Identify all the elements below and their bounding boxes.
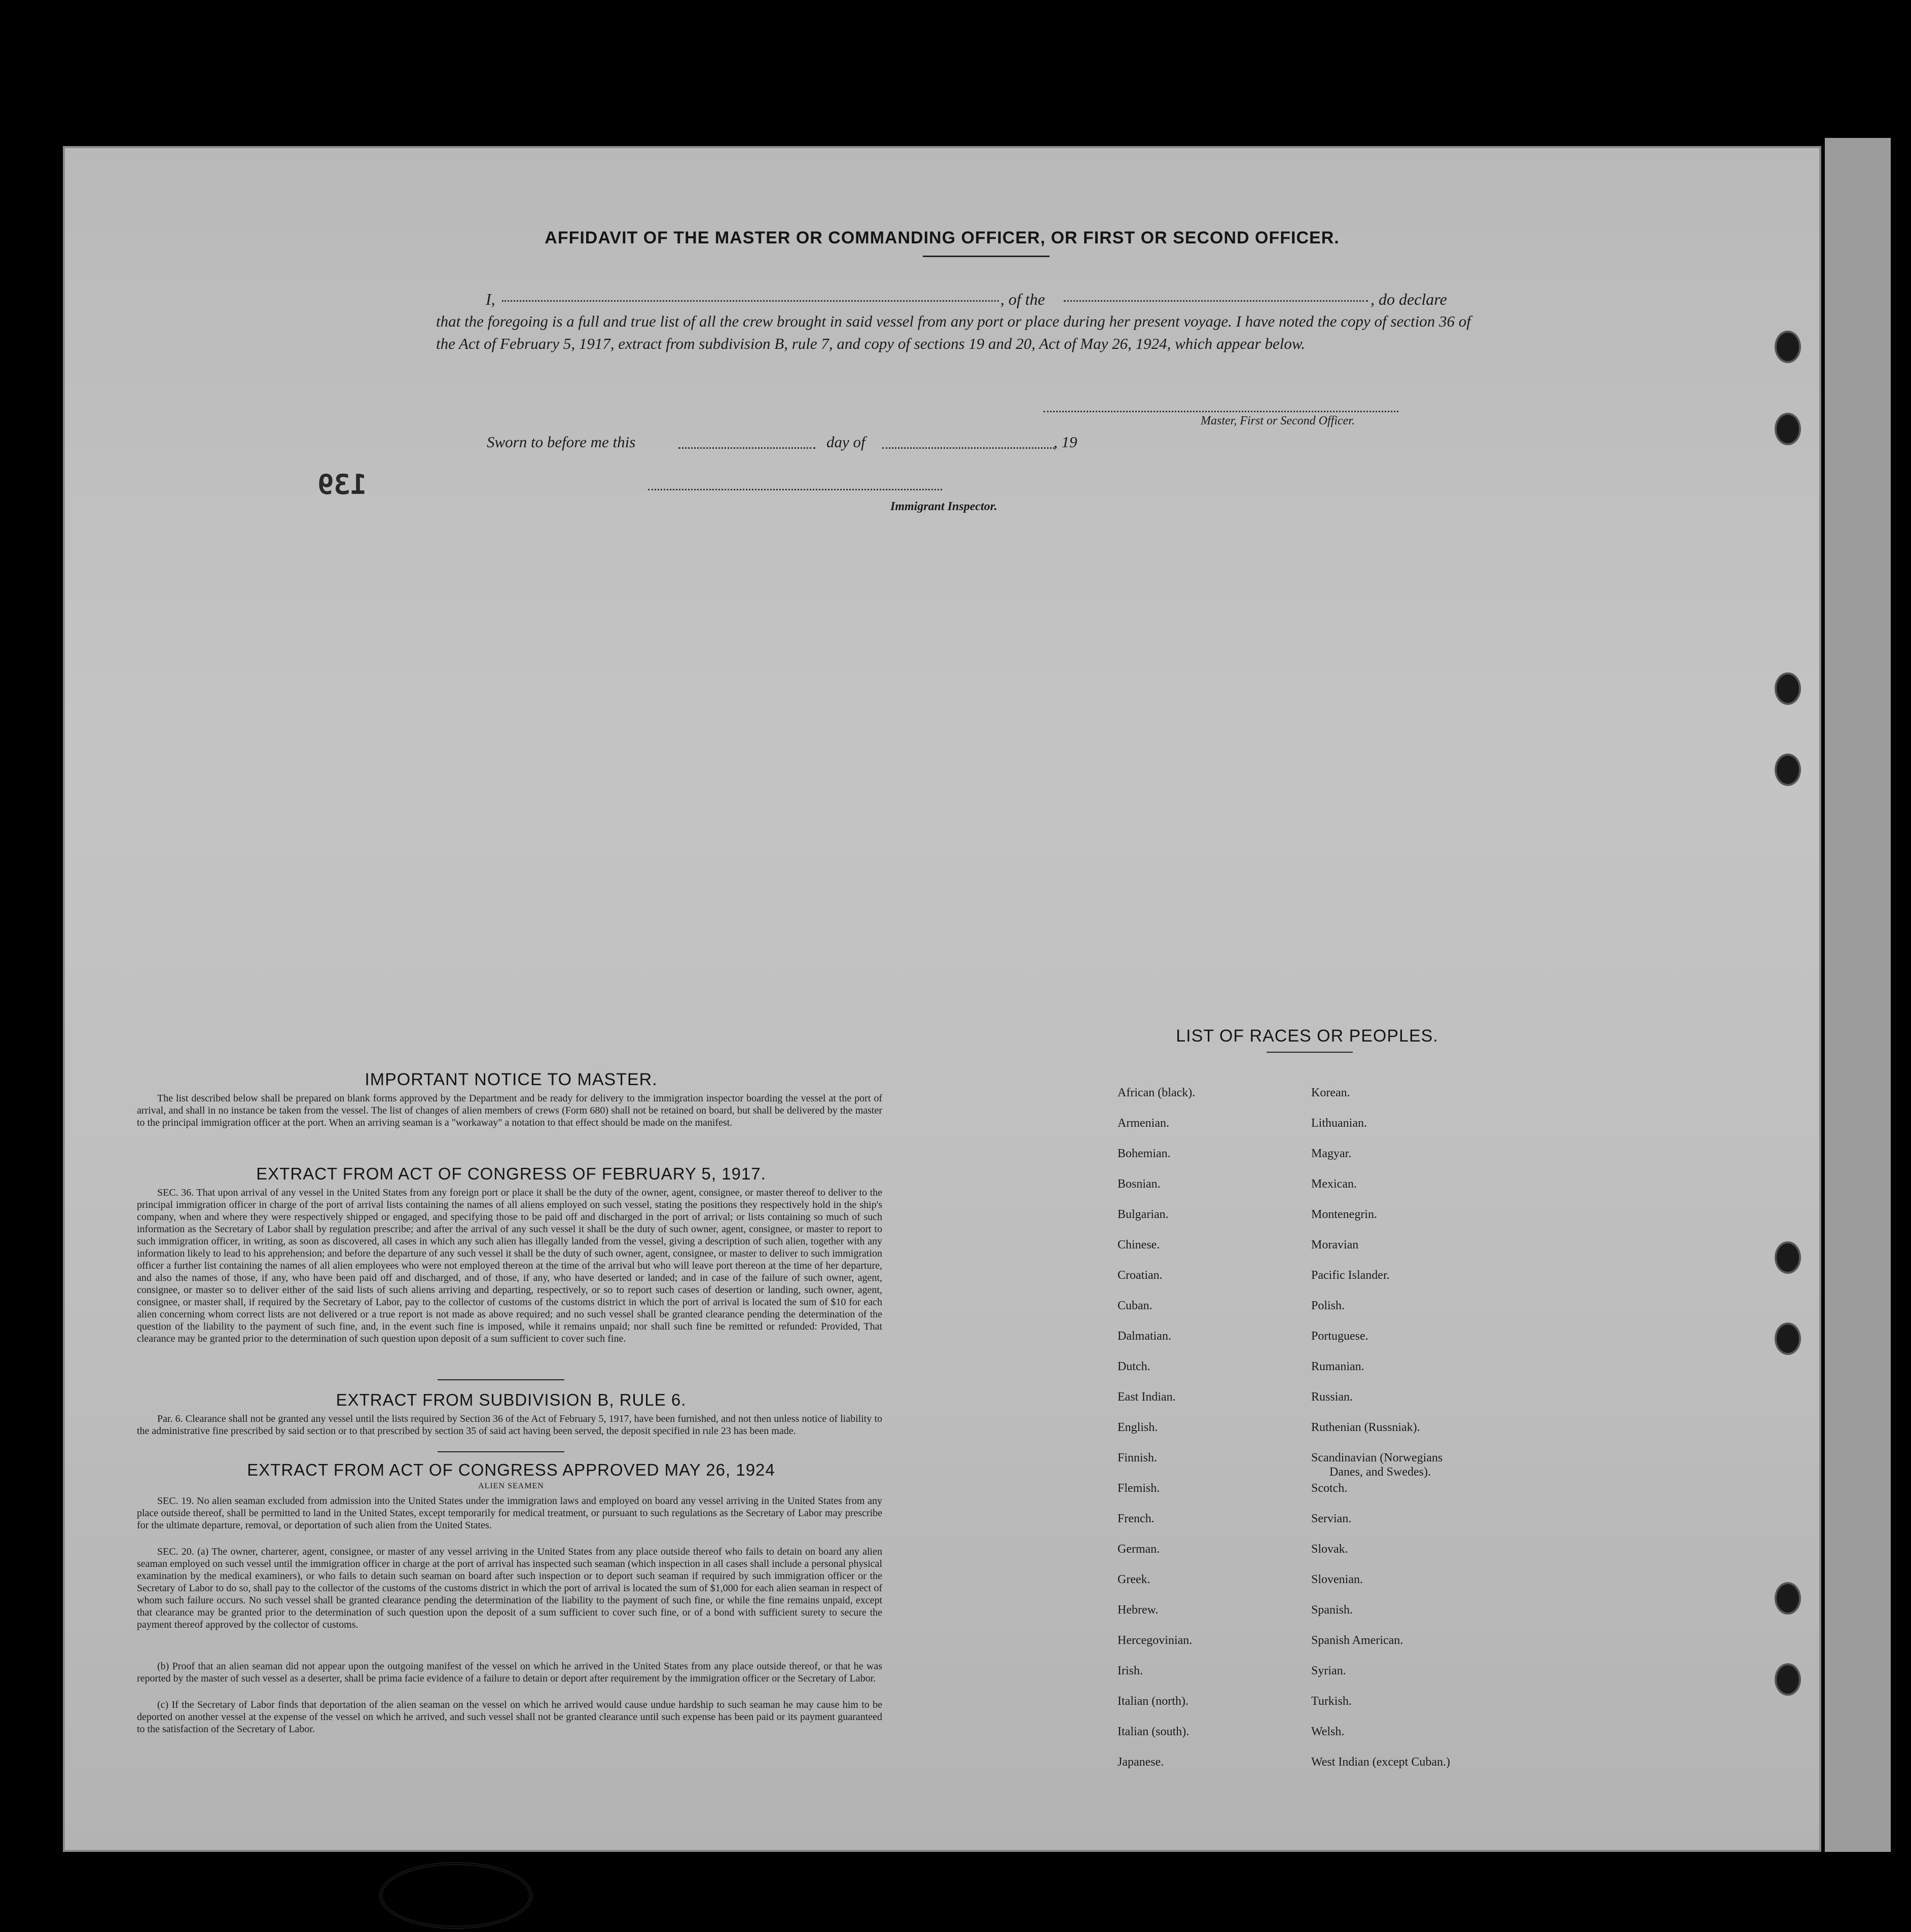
race-item: African (black). xyxy=(1117,1086,1196,1099)
race-item: Montenegrin. xyxy=(1311,1208,1377,1221)
race-item: Hebrew. xyxy=(1117,1603,1159,1617)
race-item: Danes, and Swedes). xyxy=(1329,1465,1431,1479)
race-item: Mexican. xyxy=(1311,1177,1357,1191)
race-item: Croatian. xyxy=(1117,1269,1163,1282)
extract-1924-sec20a: SEC. 20. (a) The owner, charterer, agent, consignee, or master of any vessel arriving in the United States from any place outside thereof who fails to detain on board any alien seaman employed on such vessel until the immigration officer in charge at the port of arrival has inspected such seaman (which inspection in all cases shall include a personal physical examination by the medical examiners), or who fails to detain such seaman on board after such inspection or to deport such seaman if required by such immigration officer or the Secretary of Labor to do so, shall pay to the collector of the customs of the customs district in which the port of arrival is located the sum of $1,000 for each alien seaman in respect of whom such failure occurs. No such vessel shall be granted clearance pending the determination of the liability to the payment of such fine, or while the fine remains unpaid, except that clearance may be granted prior to the determination of such question upon the deposit of a sum sufficient to cover such fine, or of a bond with sufficient surety to secure the payment thereof approved by the collector of customs. xyxy=(137,1546,882,1630)
affidavit-do-declare: , do declare xyxy=(1371,290,1447,308)
binding-hole xyxy=(1775,1663,1801,1696)
race-item: Japanese. xyxy=(1117,1756,1164,1769)
vessel-line[interactable] xyxy=(1064,300,1368,302)
inspector-caption: Immigrant Inspector. xyxy=(890,500,997,513)
race-item: Scotch. xyxy=(1311,1482,1348,1495)
binding-hole xyxy=(1775,754,1801,786)
race-item: Italian (south). xyxy=(1117,1725,1189,1738)
race-item: German. xyxy=(1117,1543,1160,1556)
race-item: Rumanian. xyxy=(1311,1360,1364,1373)
binding-hole xyxy=(1775,331,1801,363)
affidavit-i-label: I, xyxy=(486,290,495,308)
extract-1924-title: EXTRACT FROM ACT OF CONGRESS APPROVED MAY 26, 1924 xyxy=(247,1460,775,1479)
extract-1924-sec20c: (c) If the Secretary of Labor finds that deportation of the alien seaman on the vessel on which he arrived would cause undue hardship to such seaman he may cause him to be deported on another vessel at the expense of the vessel on which he arrived, and such vessel shall not be granted clearance until such expense has been paid or its payment guaranteed to the satisfaction of the Secretary of Labor. xyxy=(137,1699,882,1735)
race-item: Lithuanian. xyxy=(1311,1117,1367,1130)
binding-hole xyxy=(1775,672,1801,705)
binding-hole xyxy=(1775,1322,1801,1355)
binding-hole xyxy=(1775,1241,1801,1274)
binding-hole xyxy=(1775,413,1801,445)
page-edge xyxy=(1825,138,1891,1852)
notice-text: The list described below shall be prepared on blank forms approved by the Department and be ready for delivery to the immigration inspector boarding the vessel at the port of arrival, and shall in no instance be taken from the vessel. The list of changes of alien members of crews (Form 680) shall not be retained on board, but shall be delivered by the master to the principal immigration officer at the port. When an arriving seaman is a "workaway" a notation to that effect should be made on the manifest. xyxy=(137,1093,882,1128)
race-item: Portuguese. xyxy=(1311,1330,1368,1343)
race-item: East Indian. xyxy=(1117,1390,1176,1404)
race-item: Cuban. xyxy=(1117,1299,1152,1312)
day-of-label: day of xyxy=(826,433,866,451)
race-item: Armenian. xyxy=(1117,1117,1169,1130)
section-rule xyxy=(438,1379,564,1380)
extract-1924-sec20b: (b) Proof that an alien seaman did not appear upon the outgoing manifest of the vessel on which he arrived in the United States from any place outside thereof, or that he was reported by the master of such vessel as a deserter, shall be prima facie evidence of a failure to detain or deport after requirement by the immigration officer or the Secretary of Labor. xyxy=(137,1661,882,1684)
race-item: Syrian. xyxy=(1311,1664,1346,1677)
office-stamp xyxy=(379,1862,532,1929)
extract-1924-sec19: SEC. 19. No alien seaman excluded from admission into the United States under the immigration laws and employed on board any vessel arriving in the United States from any place outside thereof, shall be permitted to land in the United States, except temporarily for medical treatment, or pursuant to such regulations as the Secretary of Labor may prescribe for the ultimate departure, removal, or deportation of such alien from the United States. xyxy=(137,1495,882,1531)
extract-rule6-title: EXTRACT FROM SUBDIVISION B, RULE 6. xyxy=(336,1390,687,1409)
inspector-line[interactable] xyxy=(648,489,942,490)
extract-1924-subtitle: ALIEN SEAMEN xyxy=(478,1482,544,1490)
margin-number: 139 xyxy=(317,469,367,500)
race-item: Slovenian. xyxy=(1311,1573,1363,1586)
race-item: Dalmatian. xyxy=(1117,1330,1171,1343)
binding-hole xyxy=(1775,1582,1801,1615)
race-item: Polish. xyxy=(1311,1299,1345,1312)
race-item: Dutch. xyxy=(1117,1360,1150,1373)
affidavit-of-the: , of the xyxy=(1000,290,1045,308)
race-item: Flemish. xyxy=(1117,1482,1160,1495)
extract-rule6-text: Par. 6. Clearance shall not be granted any vessel until the lists required by Section 36 of the Act of February 5, 1917, have been furnished, and not then unless notice of liability to the administrative fine prescribed by said section or to that prescribed by section 35 of said act having been served, the deposit specified in rule 23 has been made. xyxy=(137,1413,882,1437)
race-item: Irish. xyxy=(1117,1664,1143,1677)
race-item: Hercegovinian. xyxy=(1117,1634,1193,1647)
races-title: LIST OF RACES OR PEOPLES. xyxy=(1176,1026,1438,1046)
race-item: West Indian (except Cuban.) xyxy=(1311,1756,1450,1769)
race-item: Italian (north). xyxy=(1117,1695,1188,1708)
race-item: Magyar. xyxy=(1311,1147,1352,1160)
affidavit-body: that the foregoing is a full and true list of all the crew brought in said vessel from any port or place during her present voyage. I have noted the copy of section 36 of the Act of February 5, 1917, extract from subdivision B, rule 7, and copy of sections 19 and 20, Act of May 26, 1924, which appear below. xyxy=(436,312,1471,352)
race-item: Greek. xyxy=(1117,1573,1150,1586)
notice-title: IMPORTANT NOTICE TO MASTER. xyxy=(365,1070,658,1089)
race-item: Russian. xyxy=(1311,1390,1353,1404)
race-item: Bosnian. xyxy=(1117,1177,1161,1191)
sworn-month-line[interactable] xyxy=(882,447,1055,449)
name-line[interactable] xyxy=(502,300,999,302)
race-item: Scandinavian (Norwegians xyxy=(1311,1451,1443,1464)
extract-1917-text: SEC. 36. That upon arrival of any vessel in the United States from any foreign port or place it shall be the duty of the owner, agent, consignee, or master thereof to deliver to the principal immigration officer in charge of the port of arrival lists containing the names of all aliens employed on such vessel, stating the positions they respectively hold in the ship's company, when and where they were respectively shipped or engaged, and specifying those to be paid off and discharged in the port of arrival; or lists containing so much of such information as the Secretary of Labor shall by regulation prescribe; and after the arrival of any such vessel it shall be the duty of such owner, agent, consignee, or master to report to such immigration officer, in writing, as soon as discovered, all cases in which any such alien has illegally landed from the vessel, giving a description of such alien, together with any information likely to lead to his apprehension; and before the departure of any such vessel it shall be the duty of such owner, agent, consignee, or master to deliver to such immigration officer a further list containing the names of all alien employees who were not employed thereon at the time of the arrival but who will leave port thereon at the time of her departure, and also the names of those, if any, who have been paid off and discharged, and of those, if any, who have deserted or landed; and in case of the failure of such owner, agent, consignee, or master so to deliver either of the said lists of such aliens arriving and departing, respectively, or so to report such cases of desertion or landing, such owner, agent, consignee, or master shall, if required by the Secretary of Labor, pay to the collector of customs of the customs district in which the port of arrival is located the sum of $10 for each alien concerning whom correct lists are not delivered or a true report is not made as above required; and no such vessel shall be granted clearance pending the determination of the question of the liability to the payment of such fine, and, in the event such fine is imposed, while it remains unpaid; nor shall such fine be remitted or refunded: Provided, That clearance may be granted prior to the determination of such question upon deposit of a sum sufficient to cover such fine. xyxy=(137,1187,882,1344)
race-item: Spanish American. xyxy=(1311,1634,1403,1647)
race-item: Spanish. xyxy=(1311,1603,1353,1617)
race-item: Ruthenian (Russniak). xyxy=(1311,1421,1420,1434)
affidavit-title: AFFIDAVIT OF THE MASTER OR COMMANDING OFFICER, OR FIRST OR SECOND OFFICER. xyxy=(545,228,1340,247)
extract-1917-title: EXTRACT FROM ACT OF CONGRESS OF FEBRUARY 5, 1917. xyxy=(256,1164,766,1183)
sworn-label: Sworn to before me this xyxy=(487,433,636,451)
race-item: Welsh. xyxy=(1311,1725,1345,1738)
race-item: English. xyxy=(1117,1421,1158,1434)
title-rule xyxy=(923,256,1050,257)
race-item: Pacific Islander. xyxy=(1311,1269,1390,1282)
race-item: Korean. xyxy=(1311,1086,1350,1099)
race-item: Chinese. xyxy=(1117,1238,1160,1251)
manifest-sheet xyxy=(65,148,1819,1850)
year-label: , 19 xyxy=(1054,433,1077,451)
race-item: French. xyxy=(1117,1512,1155,1525)
section-rule xyxy=(438,1451,564,1452)
sworn-day-line[interactable] xyxy=(678,447,815,449)
race-item: Servian. xyxy=(1311,1512,1352,1525)
signer-caption: Master, First or Second Officer. xyxy=(1201,414,1355,427)
race-item: Moravian xyxy=(1311,1238,1359,1251)
signature-line[interactable] xyxy=(1043,411,1398,412)
race-item: Bohemian. xyxy=(1117,1147,1171,1160)
race-item: Finnish. xyxy=(1117,1451,1158,1464)
race-item: Turkish. xyxy=(1311,1695,1352,1708)
race-item: Bulgarian. xyxy=(1117,1208,1169,1221)
races-rule xyxy=(1267,1052,1353,1053)
race-item: Slovak. xyxy=(1311,1543,1348,1556)
